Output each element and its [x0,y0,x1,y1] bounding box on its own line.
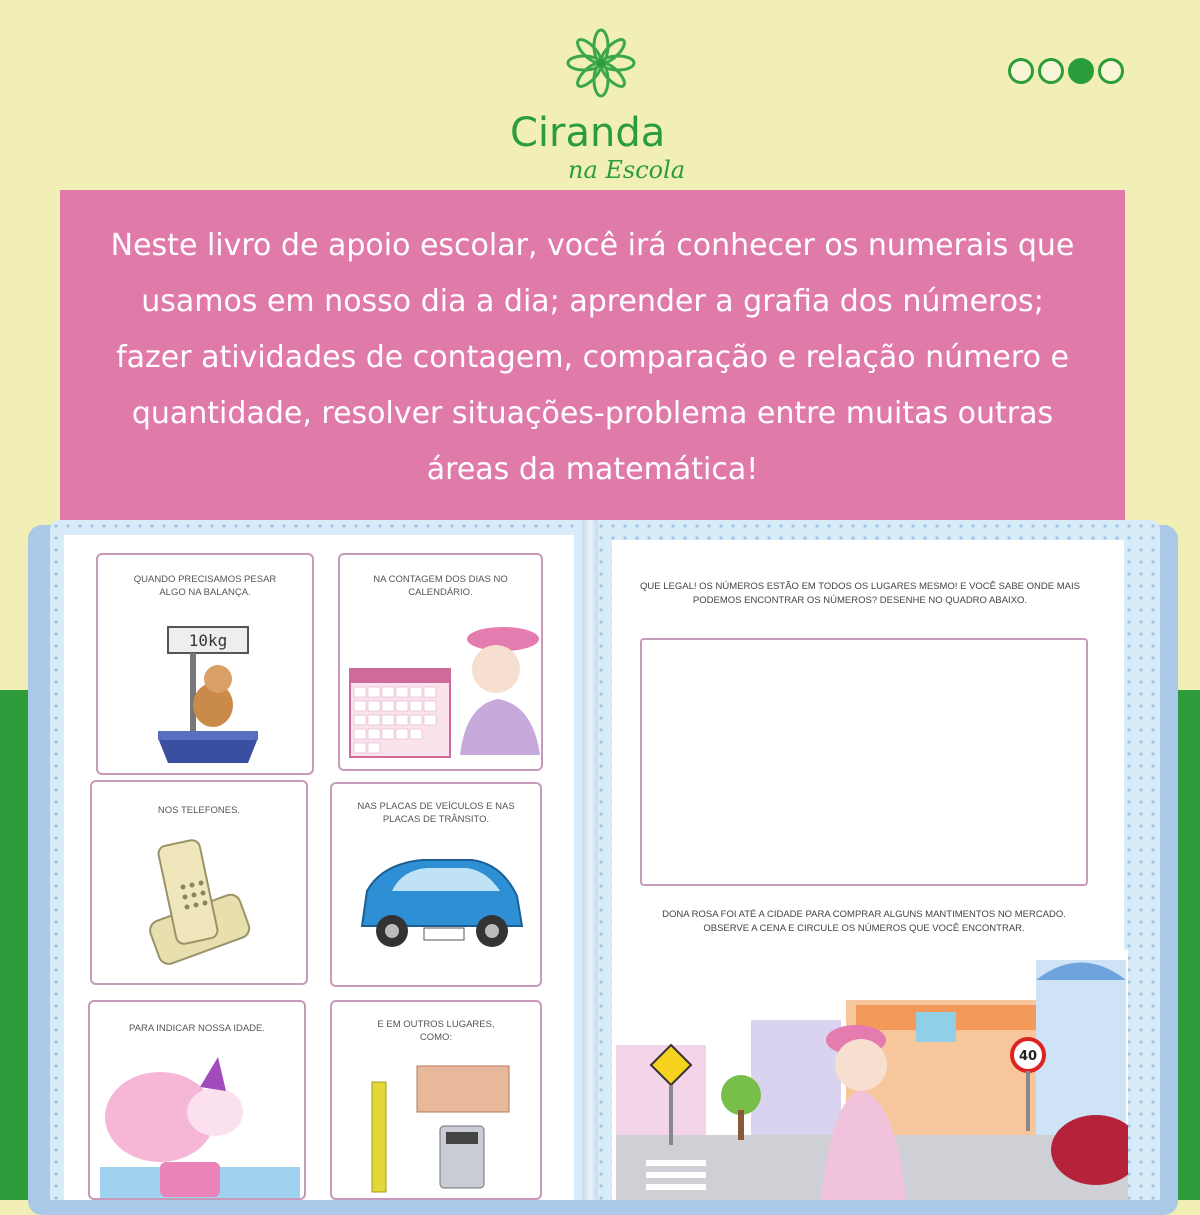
brand-logo [500,28,690,184]
panel-age [88,1000,306,1200]
calendar-grandma-icon [348,625,543,770]
speed-limit-text: 40 [1018,1049,1038,1064]
ruler-money-calculator-icon [362,1062,532,1200]
scale-sign-text: 10kg [188,631,228,650]
intro-text: Neste livro de apoio escolar, você irá conhecer os numerais que usamos em nosso dia a dia; aprender a grafia dos números; fazer atividades de contagem, comparação e relação número e quantidade, resolver situações-problema entre muitas outras áreas da matemática! [110,228,1075,487]
panel-other [330,1000,542,1200]
pager-dot-3-active[interactable] [1068,58,1094,84]
panel-scale [96,553,314,775]
right-page-instruction: DONA ROSA FOI ATÉ A CIDADE PARA COMPRAR ALGUNS MANTIMENTOS NO MERCADO. OBSERVE A CENA E CIRCULE OS NÚMEROS QUE VOCÊ ENCONTRAR. [662,909,1066,934]
pager-dot-2[interactable] [1038,58,1064,84]
brand-subtitle: na Escola [568,156,686,184]
dog-on-scale-icon [148,623,268,773]
panel-caption: NAS PLACAS DE VEÍCULOS E NAS PLACAS DE TRÂNSITO. [357,801,515,825]
pager-dot-1[interactable] [1008,58,1034,84]
panel-calendar [338,553,543,771]
sheep-cake-icon [100,1057,300,1200]
market-scene-illustration [616,950,1128,1200]
right-page-prompt: QUE LEGAL! OS NÚMEROS ESTÃO EM TODOS OS LUGARES MESMO! E VOCÊ SABE ONDE MAIS PODEMOS ENCONTRAR OS NÚMEROS? DESENHE NO QUADRO ABAIXO. [640,581,1080,606]
brand-name: Ciranda [510,110,666,156]
intro-panel [60,190,1125,530]
carousel-pager [1008,58,1124,84]
pager-dot-4[interactable] [1098,58,1124,84]
panel-caption: E EM OUTROS LUGARES, COMO: [377,1019,495,1043]
flower-logo-icon [566,28,636,98]
panel-caption: NOS TELEFONES. [157,805,241,816]
panel-caption: PARA INDICAR NOSSA IDADE. [128,1023,266,1034]
book-spine [582,520,598,1200]
panel-telephone [90,780,308,985]
drawing-box[interactable] [640,638,1088,886]
telephone-icon [147,837,257,967]
panel-caption: NA CONTAGEM DOS DIAS NO CALENDÁRIO. [373,574,508,598]
car-icon [352,846,532,966]
panel-car [330,782,542,987]
panel-caption: QUANDO PRECISAMOS PESAR ALGO NA BALANÇA. [133,574,277,598]
